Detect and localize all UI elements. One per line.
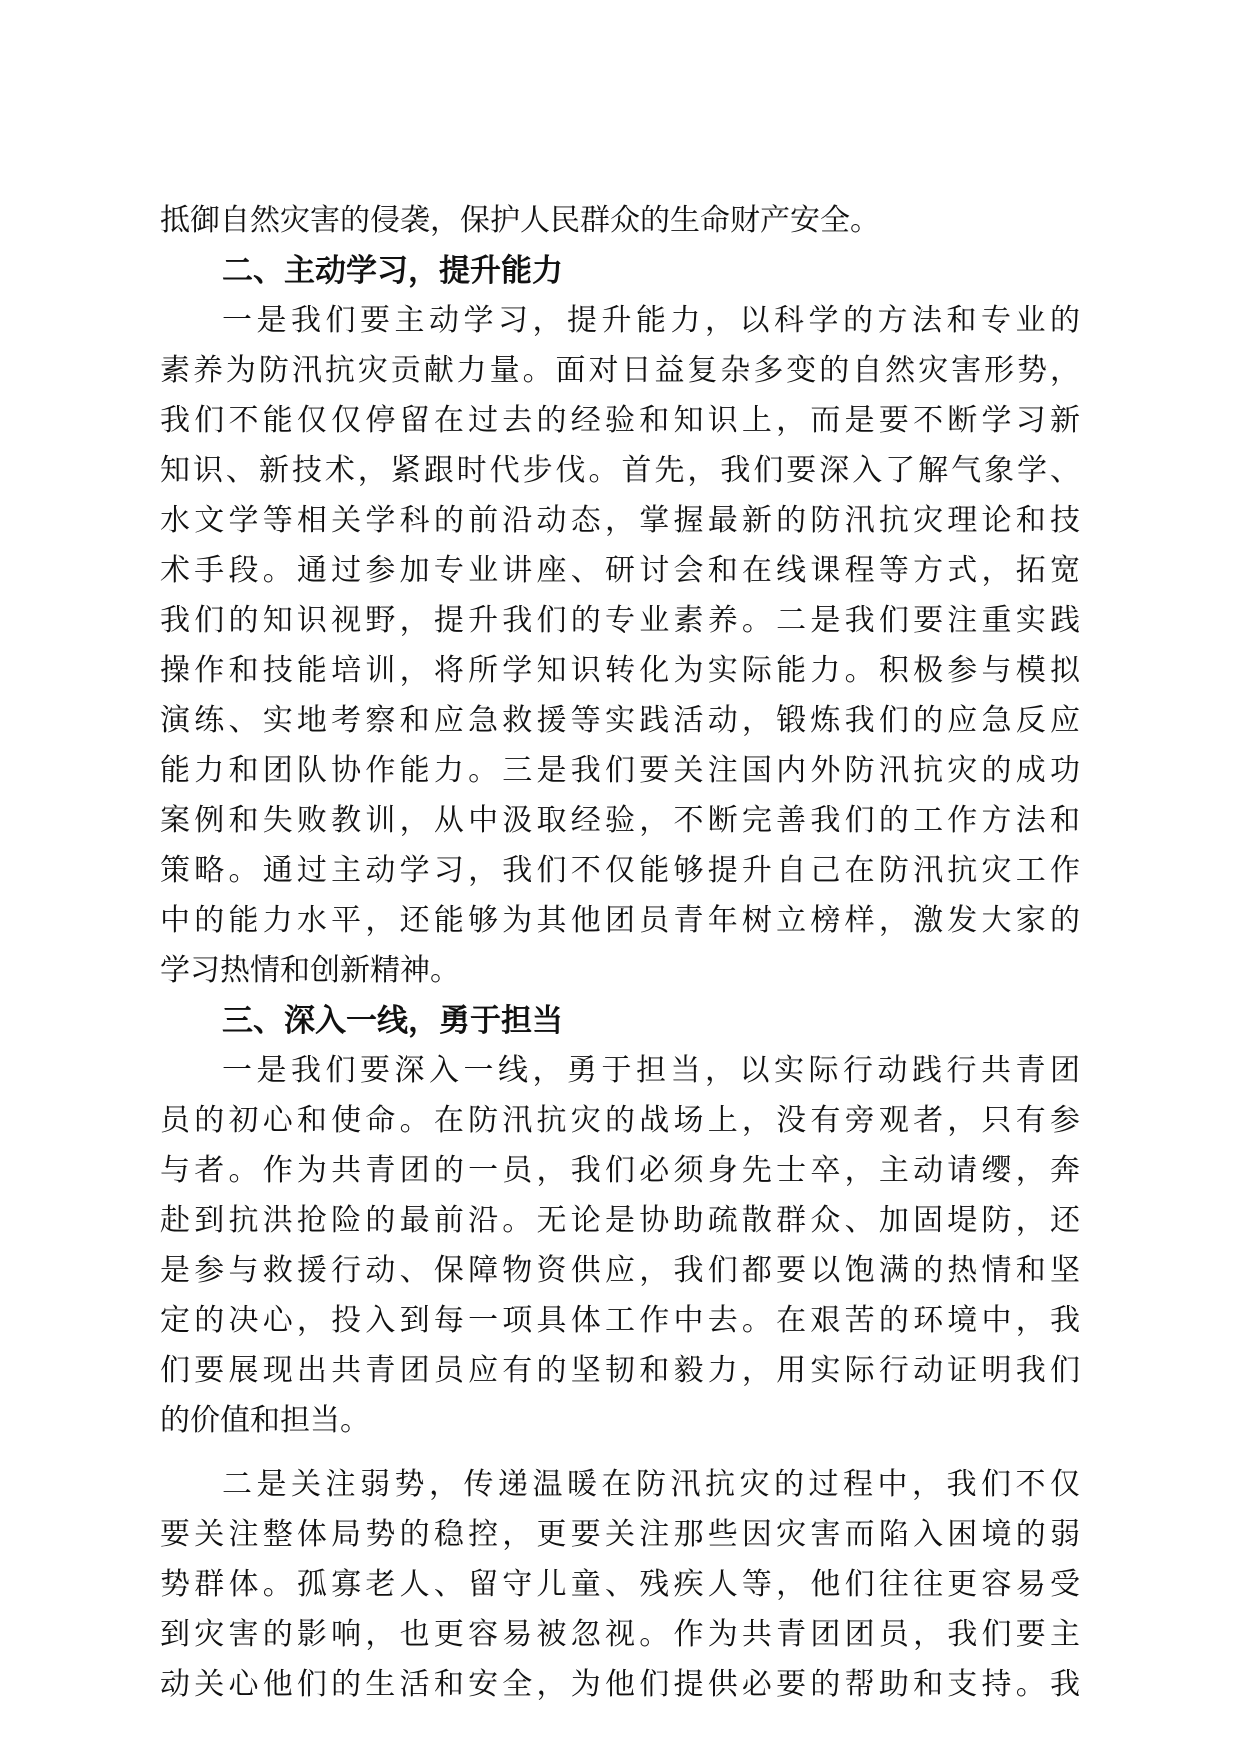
paragraph-line: 赴到抗洪抢险的最前沿。无论是协助疏散群众、加固堤防，还 bbox=[160, 1203, 1080, 1238]
paragraph-line: 案例和失败教训，从中汲取经验，不断完善我们的工作方法和 bbox=[160, 803, 1080, 838]
paragraph-section3-2 bbox=[160, 1460, 1080, 1710]
paragraph-line: 水文学等相关学科的前沿动态，掌握最新的防汛抗灾理论和技 bbox=[160, 503, 1080, 538]
paragraph-line: 演练、实地考察和应急救援等实践活动，锻炼我们的应急反应 bbox=[160, 703, 1080, 738]
paragraph-line: 的价值和担当。 bbox=[160, 1403, 370, 1438]
paragraph-line: 能力和团队协作能力。三是我们要关注国内外防汛抗灾的成功 bbox=[160, 753, 1080, 788]
paragraph-line: 动关心他们的生活和安全，为他们提供必要的帮助和支持。我 bbox=[160, 1667, 1080, 1702]
paragraph-line: 素养为防汛抗灾贡献力量。面对日益复杂多变的自然灾害形势， bbox=[160, 353, 1080, 388]
paragraph-line: 策略。通过主动学习，我们不仅能够提升自己在防汛抗灾工作 bbox=[160, 853, 1080, 888]
paragraph-line: 一是我们要深入一线，勇于担当，以实际行动践行共青团 bbox=[222, 1053, 1080, 1088]
paragraph-line: 抵御自然灾害的侵袭，保护人民群众的生命财产安全。 bbox=[160, 203, 880, 238]
paragraph-line: 要关注整体局势的稳控，更要关注那些因灾害而陷入困境的弱 bbox=[160, 1517, 1080, 1552]
document-body bbox=[160, 196, 1080, 1710]
paragraph-line: 二是关注弱势，传递温暖在防汛抗灾的过程中，我们不仅 bbox=[222, 1467, 1080, 1502]
paragraph-line: 我们的知识视野，提升我们的专业素养。二是我们要注重实践 bbox=[160, 603, 1080, 638]
section-heading-3: 三、深入一线，勇于担当 bbox=[222, 1003, 563, 1039]
paragraph-line: 们要展现出共青团员应有的坚韧和毅力，用实际行动证明我们 bbox=[160, 1353, 1080, 1388]
paragraph-line: 学习热情和创新精神。 bbox=[160, 953, 460, 988]
paragraph-line: 是参与救援行动、保障物资供应，我们都要以饱满的热情和坚 bbox=[160, 1253, 1080, 1288]
paragraph-line: 定的决心，投入到每一项具体工作中去。在艰苦的环境中，我 bbox=[160, 1303, 1080, 1338]
paragraph-line: 术手段。通过参加专业讲座、研讨会和在线课程等方式，拓宽 bbox=[160, 553, 1080, 588]
paragraph-line: 与者。作为共青团的一员，我们必须身先士卒，主动请缨，奔 bbox=[160, 1153, 1080, 1188]
paragraph-line: 知识、新技术，紧跟时代步伐。首先，我们要深入了解气象学、 bbox=[160, 453, 1080, 488]
paragraph-line: 势群体。孤寡老人、留守儿童、残疾人等，他们往往更容易受 bbox=[160, 1567, 1080, 1602]
section-heading-2: 二、主动学习，提升能力 bbox=[222, 253, 563, 289]
paragraph-line: 员的初心和使命。在防汛抗灾的战场上，没有旁观者，只有参 bbox=[160, 1103, 1080, 1138]
paragraph-line: 我们不能仅仅停留在过去的经验和知识上，而是要不断学习新 bbox=[160, 403, 1080, 438]
paragraph-line: 操作和技能培训，将所学知识转化为实际能力。积极参与模拟 bbox=[160, 653, 1080, 688]
paragraph-spacer bbox=[160, 1446, 1080, 1460]
paragraph-line: 一是我们要主动学习，提升能力，以科学的方法和专业的 bbox=[222, 303, 1080, 338]
paragraph-line: 中的能力水平，还能够为其他团员青年树立榜样，激发大家的 bbox=[160, 903, 1080, 938]
paragraph-line: 到灾害的影响，也更容易被忽视。作为共青团团员，我们要主 bbox=[160, 1617, 1080, 1652]
paragraph-section3-1 bbox=[160, 1046, 1080, 1446]
paragraph-section2 bbox=[160, 296, 1080, 996]
